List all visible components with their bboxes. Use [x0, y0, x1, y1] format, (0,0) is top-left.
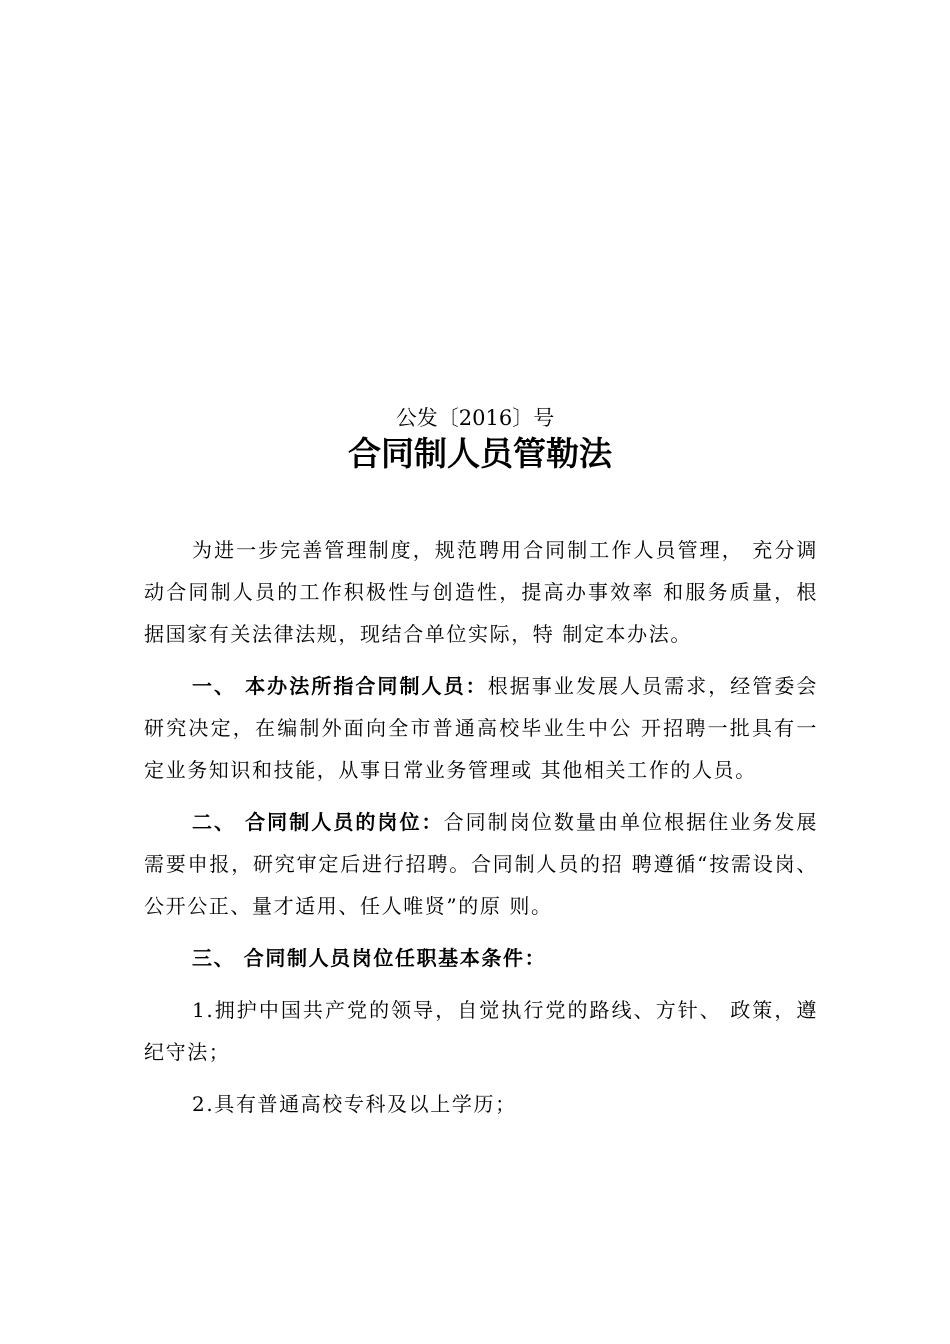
document-title: 合同制人员管勒法: [348, 434, 612, 473]
paragraph-text: 2.具有普通高校专科及以上学历；: [192, 1092, 517, 1116]
section-3-heading: 三、 合同制人员岗位任职基本条件：: [192, 946, 547, 970]
paragraph-text: 1.拥护中国共产党的领导，自觉执行党的路线、方针、 政策，遵纪守法；: [144, 998, 818, 1064]
section-2-paragraph: [144, 801, 818, 927]
paragraph-text: 根据事业发展人员需求，经管委会研究决定，在编制外面向全市普通高校毕业生中公 开招聘一批具有一定业务知识和技能，从事日常业务管理或 其他相关工作的人员。: [144, 674, 818, 782]
section-1-heading: 一、 本办法所指合同制人员：: [192, 674, 488, 698]
condition-2-paragraph: [144, 1083, 818, 1125]
section-1-paragraph: [144, 665, 818, 791]
section-3-paragraph: [144, 937, 818, 979]
paragraph-text: 为进一步完善管理制度，规范聘用合同制工作人员管理， 充分调动合同制人员的工作积极性与创造性，提高办事效率 和服务质量，根据国家有关法律法规，现结合单位实际，特 制定本办法。: [144, 538, 818, 646]
document-number: 公发〔2016〕号: [395, 406, 555, 430]
document-body: [144, 529, 818, 1135]
paragraph-text: 合同制岗位数量由单位根据住业务发展需要申报，研究审定后进行招聘。合同制人员的招 聘遵循“按需设岗、公开公正、量才适用、任人唯贤”的原 则。: [144, 810, 819, 918]
preamble-paragraph: [144, 529, 818, 655]
condition-1-paragraph: [144, 989, 818, 1073]
section-2-heading: 二、 合同制人员的岗位：: [192, 810, 444, 834]
